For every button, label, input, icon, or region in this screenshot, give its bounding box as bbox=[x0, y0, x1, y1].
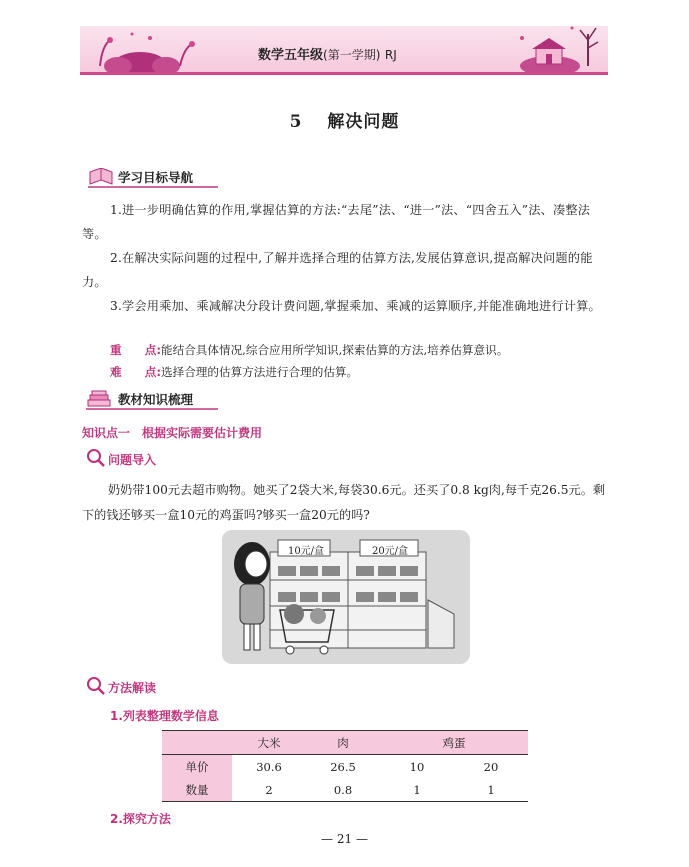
supermarket-illustration bbox=[222, 530, 470, 664]
table-cell: 2 bbox=[232, 778, 306, 802]
page-number: — 21 — bbox=[321, 832, 368, 846]
table-cell: 1 bbox=[380, 778, 454, 802]
objectives-underline bbox=[88, 186, 218, 188]
objective-item-2: 2.在解决实际问题的过程中,了解并选择合理的估算方法,发展估算意识,提高解决问题的能力。 bbox=[82, 251, 593, 289]
table-row bbox=[162, 778, 528, 802]
lesson-number: 5 bbox=[289, 112, 303, 132]
difficult-point-label: 难 点: bbox=[110, 365, 162, 379]
table-header-cell: 大米 bbox=[232, 731, 306, 755]
books-icon bbox=[86, 390, 112, 408]
table-cell: 1 bbox=[454, 778, 528, 802]
table-header-row bbox=[162, 731, 528, 755]
problem-story: 奶奶带100元去超市购物。她买了2袋大米,每袋30.6元。还买了0.8 kg肉,每千克26.5元。剩下的钱还够买一盒10元的鸡蛋吗?够买一盒20元的吗? bbox=[82, 483, 606, 522]
book-icon bbox=[88, 168, 114, 186]
book-title: 数学五年级 bbox=[258, 48, 324, 63]
header-rule bbox=[80, 72, 608, 75]
problem-intro-heading: 问题导入 bbox=[108, 453, 157, 467]
objective-item-3: 3.学会用乘加、乘减解决分段计费问题,掌握乘加、乘减的运算顺序,并能准确地进行计算。 bbox=[110, 299, 601, 313]
table-cell: 0.8 bbox=[306, 778, 380, 802]
key-point-text: 能结合具体情况,综合应用所学知识,探索估算的方法,培养估算意识。 bbox=[161, 343, 509, 357]
difficult-point-text: 选择合理的估算方法进行合理的估算。 bbox=[161, 365, 359, 379]
price-table bbox=[162, 730, 528, 802]
header-decoration-right bbox=[510, 18, 608, 74]
key-point bbox=[110, 340, 620, 360]
magnifier-icon bbox=[86, 676, 106, 696]
table-cell: 10 bbox=[409, 759, 425, 774]
review-underline bbox=[86, 408, 218, 410]
table-header-cell bbox=[162, 731, 232, 755]
table-cell: 26.5 bbox=[330, 759, 356, 774]
table-header-cell: 肉 bbox=[306, 731, 380, 755]
egg-price-tag-10: 10元/盒 bbox=[287, 546, 325, 557]
magnifier-icon bbox=[86, 448, 106, 468]
book-term: (第一学期) bbox=[323, 48, 381, 62]
table-row bbox=[162, 755, 528, 779]
header-title bbox=[258, 44, 397, 63]
objective-item-1: 1.进一步明确估算的作用,掌握估算的方法:“去尾”法、“进一”法、“四舍五入”法、凑整法等。 bbox=[82, 203, 591, 241]
lesson-title bbox=[0, 107, 689, 132]
step-2-heading: 2.探究方法 bbox=[110, 812, 171, 826]
egg-price-tag-20: 20元/盒 bbox=[371, 546, 409, 557]
lesson-name: 解决问题 bbox=[327, 112, 400, 132]
key-point-label: 重 点: bbox=[110, 343, 162, 357]
table-header-cell: 鸡蛋 bbox=[380, 731, 528, 755]
step-1-heading: 1.列表整理数学信息 bbox=[110, 709, 219, 723]
header-decoration-left bbox=[80, 26, 200, 74]
table-cell: 20 bbox=[483, 759, 499, 774]
knowledge-point-title: 知识点一 根据实际需要估计费用 bbox=[82, 426, 263, 440]
table-cell: 30.6 bbox=[256, 759, 282, 774]
difficult-point bbox=[110, 362, 620, 382]
book-edition: RJ bbox=[384, 48, 397, 62]
table-cell: 单价 bbox=[162, 755, 232, 779]
table-cell: 数量 bbox=[162, 778, 232, 802]
objectives-heading: 学习目标导航 bbox=[118, 170, 194, 185]
review-heading: 教材知识梳理 bbox=[118, 392, 194, 407]
method-heading: 方法解读 bbox=[108, 681, 157, 695]
